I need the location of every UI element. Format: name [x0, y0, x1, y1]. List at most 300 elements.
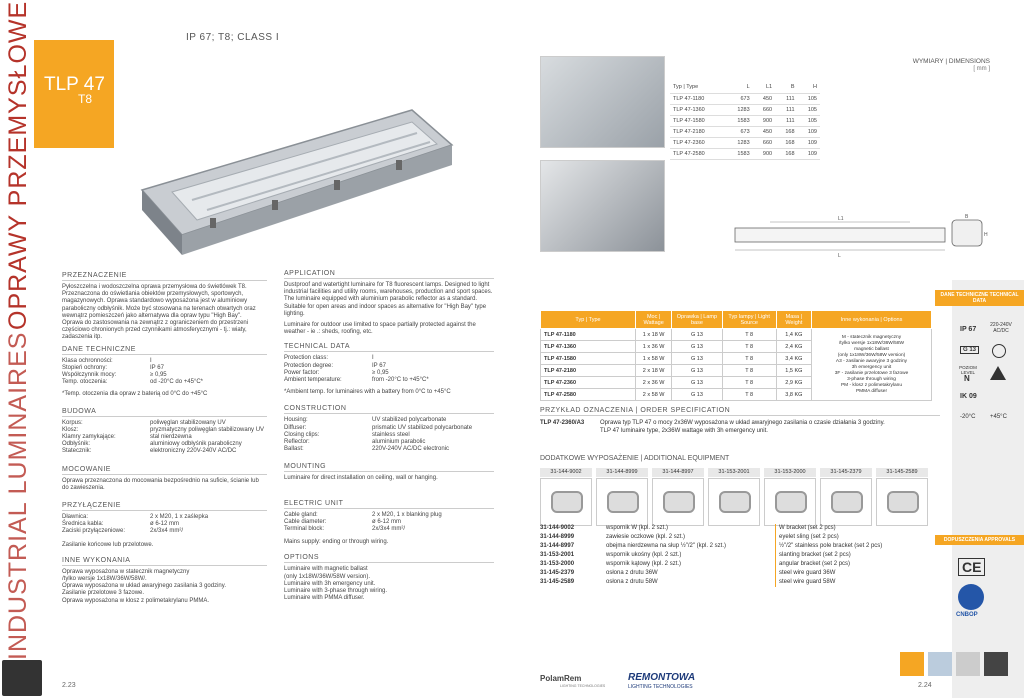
table-cell: G 13: [672, 353, 722, 365]
accessory-desc-pl: wspornik W (kpl. 2 szt.): [606, 525, 669, 531]
options-line: magnetic ballast: [854, 346, 889, 352]
temp-high: +45°C: [990, 414, 1007, 420]
spec-value: IP 67: [372, 362, 386, 369]
table-cell: 660: [753, 137, 775, 148]
application-title: APPLICATION: [284, 270, 494, 279]
table-cell: 109: [798, 126, 820, 137]
dim-header: L: [726, 82, 753, 93]
product-type: T8: [78, 92, 93, 106]
spec-key: Zaciski przyłączeniowe:: [62, 528, 126, 535]
spec-value: ø 6-12 mm: [150, 521, 180, 528]
przeznaczenie-title: PRZEZNACZENIE: [62, 272, 267, 281]
spec-value: 220V-240V AC/DC electronic: [372, 446, 450, 453]
table-cell: TLP 47-1360: [541, 341, 636, 353]
spec-row: [62, 379, 267, 386]
spec-value: I: [372, 355, 374, 362]
spec-value: elektroniczny 220V-240V AC/DC: [150, 448, 237, 455]
table-cell: 111: [775, 93, 797, 104]
spec-key: Klosz:: [62, 426, 79, 433]
accessory-desc-pl: wspornik kątowy (kpl. 2 szt.): [606, 561, 682, 567]
accessory-shape-icon: [775, 491, 807, 513]
accessory-code: 31-145-2379: [820, 468, 872, 477]
spec-value: 2x/3x4 mm²/: [150, 528, 184, 535]
spec-value: prismatic UV stabilized polycarbonate: [372, 424, 473, 431]
accessory-desc-pl: zawiesie oczkowe (kpl. 2 szt.): [606, 534, 686, 540]
accessory-code: 31-145-2589: [876, 468, 928, 477]
electric-title: ELECTRIC UNIT: [284, 500, 494, 509]
option-line: (only 1x18W/36W/58W version).: [284, 573, 371, 580]
spec-key: Ballast:: [284, 446, 304, 453]
voltage: 220-240V AC/DC: [990, 322, 1012, 334]
dimension-drawing: [730, 212, 990, 260]
dim-header: B: [775, 82, 797, 93]
col-wattage: Moc | Wattage: [636, 311, 672, 329]
dimensions-title: WYMIARY | DIMENSIONS: [912, 58, 990, 65]
table-row: [670, 115, 820, 126]
option-line: /tylko wersje 1x18W/36W/58W/.: [62, 576, 147, 583]
table-cell: 1 x 18 W: [636, 329, 672, 341]
accessory-desc-en: steel wire guard 36W: [775, 569, 940, 578]
options-line: (only 1x18W/36W/58W version): [837, 352, 906, 358]
accessory-code: 31-145-2379: [540, 570, 575, 576]
accessory-row: [540, 542, 940, 551]
vertical-title-english: INDUSTRIAL LUMINAIRES: [4, 331, 32, 660]
spec-row: [284, 519, 494, 526]
options-cell: [812, 329, 932, 401]
spec-row: [284, 417, 494, 424]
accessory-image: [820, 478, 872, 526]
bottom-icons: [900, 652, 1024, 678]
option-line: Oprawa wyposażona w klosz z polimetakrylanu PMMA.: [62, 597, 210, 604]
dim-label-b: B: [965, 214, 969, 220]
accessory-desc-en: W bracket (set 2 pcs): [775, 524, 940, 533]
options-title: OPTIONS: [284, 554, 494, 563]
spec-key: Cable gland:: [284, 511, 318, 518]
spec-row: [62, 434, 267, 441]
przylaczenie-list: [62, 514, 267, 536]
spec-key: Housing:: [284, 417, 308, 424]
triangle-icon: [990, 366, 1006, 380]
spec-value: UV stabilized polycarbonate: [372, 417, 447, 424]
accessory-shape-icon: [551, 491, 583, 513]
vertical-title-polish: OPRAWY PRZEMYSŁOWE: [4, 0, 32, 330]
table-cell: TLP 47-1580: [541, 353, 636, 365]
table-cell: 1,4 KG: [776, 329, 811, 341]
construction-list: [284, 417, 494, 453]
options-line: 3h emergency unit: [851, 364, 892, 370]
luminaire-image: [112, 40, 472, 300]
col-weight: Masa | Weight: [776, 311, 811, 329]
budowa-title: BUDOWA: [62, 408, 267, 417]
product-header: IP 67; T8; CLASS I: [186, 32, 280, 43]
dane-list: [62, 358, 267, 387]
table-row: [670, 93, 820, 104]
option-line: Luminaire with 3-phase through wiring.: [284, 588, 388, 595]
options-line: M - statecznik magnetyczny: [841, 334, 902, 340]
accessory-desc-en: slanting bracket (set 2 pcs): [775, 551, 940, 560]
table-cell: T 8: [722, 389, 776, 401]
accessory-row: [540, 560, 940, 569]
table-cell: G 13: [672, 377, 722, 389]
electric-list: [284, 512, 494, 534]
spec-key: Ambient temperature:: [284, 377, 342, 384]
table-cell: 2 x 58 W: [636, 389, 672, 401]
col-light-source: Typ lampy | Light Source: [722, 311, 776, 329]
company-logo-left: [2, 660, 42, 696]
table-cell: 673: [726, 93, 753, 104]
spec-key: Współczynnik mocy:: [62, 372, 117, 379]
table-cell: G 13: [672, 341, 722, 353]
technical-list: [284, 355, 494, 384]
accessory-code: 31-153-2000: [540, 561, 575, 567]
class-i-icon: [992, 344, 1006, 358]
spec-value: stainless steel: [372, 431, 410, 438]
przeznaczenie-text2: Oprawa do zastosowania na zewnątrz z ograniczeniem do przestrzeni częściowo chronionych przed czynnikami atmosferycznymi - tj.: wiaty, zadaszenia itp.: [62, 320, 249, 341]
options-line: /tylko wersje 1x18W/36W/58W: [838, 340, 905, 346]
option-line: Luminaire with magnetic ballast: [284, 566, 368, 573]
options-list: [284, 566, 494, 602]
spec-value: 2x/3x4 mm²/: [372, 526, 406, 533]
budowa-list: [62, 420, 267, 456]
table-cell: TLP 47-2580: [670, 148, 726, 159]
product-table-header: [541, 311, 932, 329]
accessory-code: 31-144-8999: [540, 534, 575, 540]
spec-value: stal nierdzewna: [150, 434, 192, 441]
accessory-shape-icon: [663, 491, 695, 513]
accessory-row: [540, 533, 940, 542]
spec-row: [62, 427, 267, 434]
options-line: 3F - zasilanie przelotowe 3 fazowe: [834, 370, 909, 376]
table-cell: 450: [753, 93, 775, 104]
spec-value: od -20°C do +45°C*: [150, 379, 203, 386]
table-cell: 1,5 KG: [776, 365, 811, 377]
przylaczenie-title: PRZYŁĄCZENIE: [62, 502, 267, 511]
accessory-code: 31-145-2589: [540, 579, 575, 585]
col-type: Typ | Type: [541, 311, 636, 329]
przeznaczenie-text: Pyłoszczelna i wodoszczelna oprawa przemysłowa do świetlówek T8. Przeznaczona do oświetlania obiektów przemysłowych, sportowych, magazynowych. Oprawa standardowo wyposażona jest w aluminiowy paraboliczny odbłyśnik. Może być stosowana na terenach otwartych oraz wewnątrz pomieszczeń jako alternatywa dla opraw typu "High Bay".: [62, 284, 256, 319]
accessory-shape-icon: [831, 491, 863, 513]
page-number-left: 2.23: [62, 682, 76, 689]
table-cell: 1283: [726, 104, 753, 115]
spec-value: aluminium parabolic: [372, 439, 426, 446]
table-cell: 1583: [726, 115, 753, 126]
accessory-desc-pl: wspornik ukośny (kpl. 2 szt.): [606, 552, 682, 558]
spec-row: [62, 358, 267, 365]
spec-key: Dławnica:: [62, 514, 89, 521]
spec-value: aluminiowy odbłyśnik paraboliczny: [150, 441, 242, 448]
accessory-code: 31-144-8997: [652, 468, 704, 477]
english-column: [284, 270, 494, 602]
construction-title: CONSTRUCTION: [284, 405, 494, 414]
accessory-row: [540, 551, 940, 560]
spec-key: Power factor:: [284, 369, 320, 376]
spec-key: Odbłyśnik:: [62, 441, 91, 448]
accessory-image: [596, 478, 648, 526]
accessory-image: [708, 478, 760, 526]
page-number-right: 2.24: [918, 682, 932, 689]
table-cell: G 13: [672, 389, 722, 401]
spec-key: Cable diameter:: [284, 518, 327, 525]
technical-title: TECHNICAL DATA: [284, 343, 494, 352]
luminaire-photo-top: [540, 56, 665, 148]
table-cell: TLP 47-2180: [541, 365, 636, 377]
product-table: [540, 310, 932, 401]
spec-key: Reflector:: [284, 439, 310, 446]
table-cell: TLP 47-1180: [670, 93, 726, 104]
accessory-shape-icon: [607, 491, 639, 513]
accessory-desc-pl: osłona z drutu 36W: [606, 570, 658, 576]
table-cell: TLP 47-1360: [670, 104, 726, 115]
spec-row: [62, 521, 267, 528]
dim-label-l1: L1: [838, 216, 844, 222]
approvals-tag: DOPUSZCZENIA APPROVALS: [935, 535, 1024, 545]
spec-key: Stopień ochrony:: [62, 364, 108, 371]
spec-key: Korpus:: [62, 419, 83, 426]
table-cell: 3,8 KG: [776, 389, 811, 401]
table-row: [541, 329, 932, 341]
accessory-row: [540, 569, 940, 578]
table-row: [670, 104, 820, 115]
mocowanie-title: MOCOWANIE: [62, 466, 267, 475]
temp-low: -20°C: [960, 414, 976, 420]
accessory-image: [652, 478, 704, 526]
mocowanie-text: Oprawa przeznaczona do mocowania bezpośrednio na suficie, ścianie lub do zawieszenia.: [62, 477, 259, 491]
table-cell: 1 x 36 W: [636, 341, 672, 353]
spec-key: Temp. otoczenia:: [62, 379, 108, 386]
table-cell: 105: [798, 115, 820, 126]
spec-row: [284, 512, 494, 519]
spec-key: Średnica kabla:: [62, 521, 104, 528]
accessory-code: 31-144-8999: [596, 468, 648, 477]
table-cell: TLP 47-2580: [541, 389, 636, 401]
ik-rating: IK 09: [960, 393, 977, 400]
table-row: [670, 137, 820, 148]
table-cell: T 8: [722, 377, 776, 389]
dimensions-table: [670, 82, 820, 160]
table-cell: 168: [775, 126, 797, 137]
mounting-title: MOUNTING: [284, 463, 494, 472]
accessory-desc-pl: obejma nierdzewna na słup ½"/2" (kpl. 2 szt.): [606, 543, 726, 549]
g13-base: G 13: [960, 346, 979, 354]
table-cell: 105: [798, 104, 820, 115]
dim-header: Typ | Type: [670, 82, 726, 93]
spec-key: Klasa ochronności:: [62, 357, 113, 364]
dim-header: H: [798, 82, 820, 93]
table-cell: 105: [798, 93, 820, 104]
accessory-code: 31-153-2001: [708, 468, 760, 477]
spec-row: [284, 370, 494, 377]
order-example: [540, 407, 940, 435]
application-icon: [956, 652, 980, 676]
dane-title: DANE TECHNICZNE: [62, 346, 267, 355]
brand-remontowa: REMONTOWA: [628, 672, 696, 683]
table-cell: 2 x 18 W: [636, 365, 672, 377]
col-lamp-base: Oprawka | Lamp base: [672, 311, 722, 329]
table-cell: T 8: [722, 341, 776, 353]
table-cell: G 13: [672, 329, 722, 341]
brand-polamrem-sub: LIGHTING TECHNOLOGIES: [560, 684, 606, 688]
option-line: Luminaire with 3h emergency unit.: [284, 580, 376, 587]
table-cell: 900: [753, 148, 775, 159]
przylaczenie-note: Zasilanie końcowe lub przelotowe.: [62, 541, 154, 548]
electric-note: Mains supply: ending or through wiring.: [284, 539, 389, 546]
accessory-image: [876, 478, 928, 526]
spec-row: [284, 363, 494, 370]
table-cell: 168: [775, 137, 797, 148]
table-cell: 673: [726, 126, 753, 137]
spec-key: Terminal block:: [284, 526, 325, 533]
spec-row: [62, 448, 267, 455]
technical-note: *Ambient temp. for luminaires with a battery from 0°C to +45°C: [284, 389, 451, 396]
mounting-text: Luminaire for direct installation on ceiling, wall or hanging.: [284, 475, 438, 482]
dim-label-l: L: [838, 253, 841, 259]
table-cell: 450: [753, 126, 775, 137]
accessory-code: 31-153-2001: [540, 552, 575, 558]
spec-key: Diffuser:: [284, 424, 307, 431]
table-cell: 2,4 KG: [776, 341, 811, 353]
product-name: TLP 47: [44, 74, 105, 95]
table-cell: TLP 47-1580: [670, 115, 726, 126]
spec-value: poliwęglan stabilizowany UV: [150, 419, 226, 426]
spec-key: Klamry zamykające:: [62, 434, 116, 441]
spec-value: IP 67: [150, 364, 164, 371]
application-icon: [984, 652, 1008, 676]
spec-value: ≥ 0,95: [372, 369, 389, 376]
polish-column: [62, 272, 267, 605]
spec-key: Closing clips:: [284, 431, 320, 438]
spec-value: 2 x M20, 1 x zaślepka: [150, 514, 209, 521]
table-cell: 1583: [726, 148, 753, 159]
table-cell: 168: [775, 148, 797, 159]
order-text-en: TLP 47 luminaire type, 2x36W wattage with 3h emergency unit.: [600, 428, 768, 434]
table-cell: TLP 47-2180: [670, 126, 726, 137]
application-text2: Luminaire for outdoor use limited to space partially protected against the weather - ie .: sheds, roofing, etc.: [284, 322, 476, 336]
tech-data-tag: DANE TECHNICZNE TECHNICAL DATA: [935, 290, 1024, 306]
table-cell: 1 x 58 W: [636, 353, 672, 365]
accessory-code: 31-144-9002: [540, 525, 575, 531]
dim-label-h: H: [984, 232, 988, 238]
option-line: Zasilanie przelotowe 3 fazowe.: [62, 590, 145, 597]
spec-row: [62, 372, 267, 379]
spec-row: [62, 420, 267, 427]
cnbop-label: CNBOP: [956, 612, 978, 618]
dimensions-unit: [ mm ]: [973, 66, 990, 72]
spec-value: ≥ 0,95: [150, 372, 167, 379]
spec-value: pryzmatyczny poliwęglan stabilizowany UV: [150, 426, 265, 433]
col-options: Inne wykonania | Options: [812, 311, 932, 329]
table-cell: 111: [775, 115, 797, 126]
table-cell: TLP 47-2360: [541, 377, 636, 389]
spec-row: [284, 377, 494, 384]
accessory-desc-en: angular bracket (set 2 pcs): [775, 560, 940, 569]
table-cell: 900: [753, 115, 775, 126]
accessory-desc-en: eyelet sling (set 2 pcs): [775, 533, 940, 542]
spec-row: [62, 365, 267, 372]
table-cell: 1283: [726, 137, 753, 148]
dimensions-header-row: [670, 82, 820, 93]
option-line: Oprawa wyposażona w układ awaryjnego zasilania 3 godziny.: [62, 583, 226, 590]
table-cell: 109: [798, 137, 820, 148]
table-cell: 2 x 36 W: [636, 377, 672, 389]
options-line: PMMA diffuser: [855, 388, 888, 394]
level-label: POZIOM LEVEL: [959, 365, 977, 375]
accessory-row: [540, 578, 940, 587]
accessory-desc-en: ½"/2" stainless pole bracket (set 2 pcs): [775, 542, 940, 551]
accessory-image: [540, 478, 592, 526]
spec-row: [284, 432, 494, 439]
accessory-desc-en: steel wire guard 58W: [775, 578, 940, 587]
table-row: [670, 148, 820, 159]
table-cell: TLP 47-2360: [670, 137, 726, 148]
table-cell: T 8: [722, 365, 776, 377]
spec-row: [284, 439, 494, 446]
accessory-code: 31-153-2000: [764, 468, 816, 477]
accessory-image: [764, 478, 816, 526]
accessory-code: 31-144-8997: [540, 543, 575, 549]
table-cell: 2,9 KG: [776, 377, 811, 389]
accessories-grid: [540, 468, 940, 528]
table-cell: T 8: [722, 329, 776, 341]
spec-key: Protection degree:: [284, 362, 334, 369]
table-cell: 111: [775, 104, 797, 115]
spec-row: [284, 425, 494, 432]
accessories-title: DODATKOWE WYPOSAŻENIE | ADDITIONAL EQUIPMENT: [540, 455, 730, 462]
spec-value: from -20°C to +45°C*: [372, 377, 429, 384]
option-line: Oprawa wyposażona w statecznik magnetyczny: [62, 568, 190, 575]
spec-key: Protection class:: [284, 355, 329, 362]
table-cell: 660: [753, 104, 775, 115]
accessory-code: 31-144-9002: [540, 468, 592, 477]
spec-row: [62, 528, 267, 535]
accessory-shape-icon: [719, 491, 751, 513]
application-text: Dustproof and watertight luminaire for T8 fluorescent lamps. Designed to light industrial facilities and utility rooms, warehouses, production and sport spaces. The luminaire equipped with aluminium parabolic reflector as a standard. Suitable for open areas and indoor spaces as alternative for "High Bay" type lighting.: [284, 282, 493, 317]
application-icon: [900, 652, 924, 676]
order-text-pl: Oprawa typ TLP 47 o mocy 2x36W wyposażona w układ awaryjnego zasilania o czasie działania 3 godziny.: [600, 420, 885, 426]
inne-list: [62, 569, 267, 605]
dim-header: L1: [753, 82, 775, 93]
application-icon: [928, 652, 952, 676]
options-line: 3-phase through wiring: [847, 376, 896, 382]
table-cell: T 8: [722, 353, 776, 365]
order-code: TLP 47-2360/A3: [540, 420, 585, 426]
accessory-row: [540, 524, 940, 533]
options-line: A3 - zasilanie awaryjne 3 godziny: [835, 358, 908, 364]
table-cell: 3,4 KG: [776, 353, 811, 365]
order-title: PRZYKŁAD OZNACZENIA | ORDER SPECIFICATION: [540, 407, 940, 416]
spec-value: ø 6-12 mm: [372, 518, 402, 525]
cnbop-icon: [958, 584, 984, 610]
luminaire-photo-open: [540, 160, 665, 252]
option-line: Luminaire with PMMA diffuser.: [284, 595, 365, 602]
spec-value: 2 x M20, 1 x blanking plug: [372, 511, 442, 518]
level-value: N: [964, 374, 970, 383]
accessory-desc-pl: osłona z drutu 58W: [606, 579, 658, 585]
right-sidebar: [952, 280, 1024, 698]
inne-title: INNE WYKONANIA: [62, 557, 267, 566]
table-row: [670, 126, 820, 137]
spec-row: [284, 446, 494, 453]
brand-polamrem: PolamRem: [540, 674, 582, 683]
options-line: PM - klosz z polimetakrylanu: [840, 382, 903, 388]
dane-note: *Temp. otoczenia dla opraw z baterią od 0°C do +45°C: [62, 391, 208, 398]
brand-remontowa-sub: LIGHTING TECHNOLOGIES: [628, 684, 693, 690]
spec-row: [284, 526, 494, 533]
table-cell: G 13: [672, 365, 722, 377]
spec-value: I: [150, 357, 152, 364]
accessory-shape-icon: [887, 491, 919, 513]
table-cell: TLP 47-1180: [541, 329, 636, 341]
accessories-list: [540, 524, 940, 587]
